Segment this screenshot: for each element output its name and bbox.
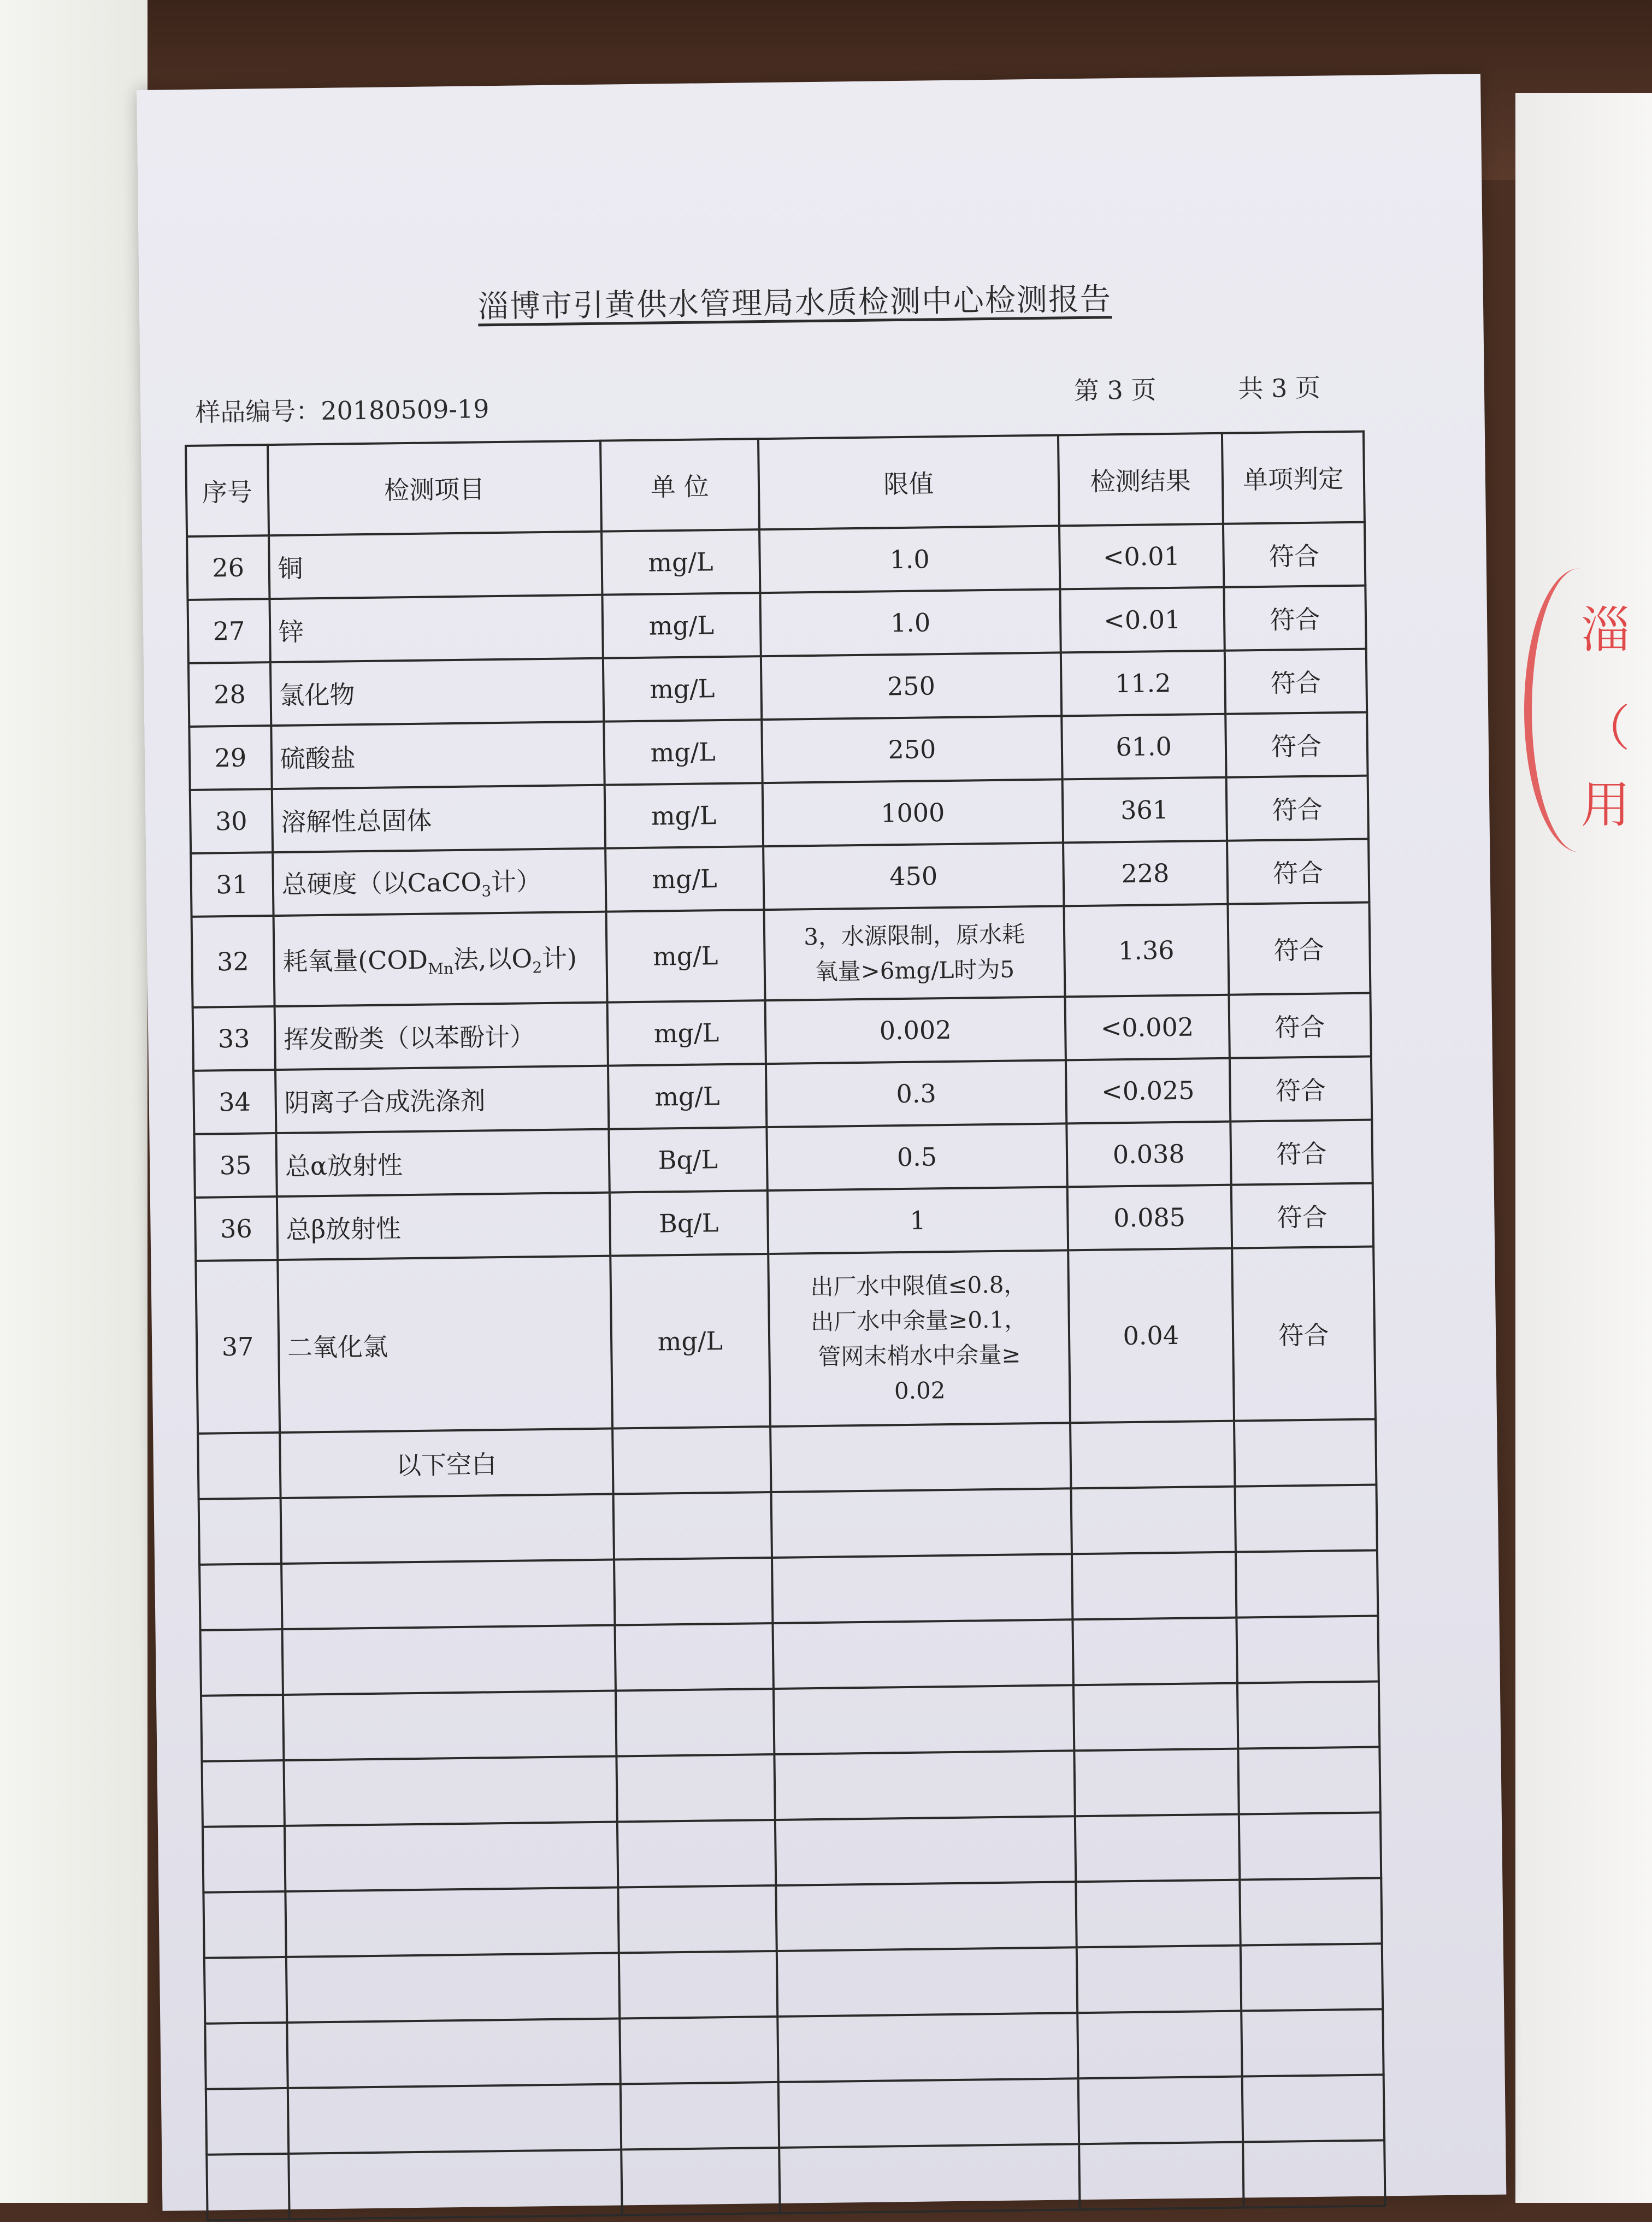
cell-no: 37	[196, 1260, 280, 1434]
page-total: 共 3 页	[1238, 373, 1321, 404]
cell-empty	[287, 2018, 620, 2088]
cell-result: 361	[1063, 777, 1227, 843]
backdrop-right-paper	[1515, 93, 1652, 2203]
cell-empty	[1240, 1943, 1383, 2011]
item-subscript: 3	[481, 882, 492, 901]
cell-empty	[1240, 1878, 1382, 1945]
cell-empty	[283, 1691, 616, 1760]
cell-item: 总α放射性	[276, 1129, 609, 1197]
cell-empty	[199, 1564, 282, 1630]
cell-empty	[285, 1822, 618, 1891]
cell-empty	[616, 1754, 775, 1822]
cell-no: 28	[188, 662, 271, 727]
cell-empty	[1073, 1683, 1238, 1751]
cell-unit: mg/L	[603, 656, 762, 722]
cell-no: 35	[194, 1133, 276, 1198]
cell-empty	[1242, 2074, 1384, 2142]
cell-no: 26	[187, 535, 269, 600]
cell-empty	[770, 1423, 1071, 1492]
cell-empty	[1077, 2011, 1242, 2079]
cell-item: 硫酸盐	[271, 722, 604, 789]
cell-empty	[203, 1826, 285, 1893]
cell-item: 阴离子合成洗涤剂	[275, 1066, 609, 1133]
backdrop-left-paper	[0, 0, 148, 2203]
cell-result: 0.085	[1067, 1185, 1232, 1251]
cell-unit: mg/L	[606, 910, 765, 1003]
limit-line: 管网末梢水中余量≥	[818, 1341, 1021, 1370]
cell-empty	[777, 1947, 1077, 2017]
cell-empty	[286, 1953, 620, 2023]
cell-empty	[280, 1494, 613, 1564]
limit-line: 3，水源限制，原水耗	[803, 921, 1025, 951]
cell-verdict: 符合	[1229, 1057, 1372, 1122]
cell-empty	[1079, 2142, 1243, 2210]
cell-limit: 1	[768, 1187, 1068, 1254]
cell-no: 30	[190, 789, 273, 853]
cell-no: 33	[193, 1006, 275, 1071]
cell-item	[273, 848, 606, 916]
cell-empty	[617, 1820, 776, 1888]
cell-result: 11.2	[1061, 651, 1225, 716]
cell-limit: 0.002	[765, 997, 1066, 1064]
cell-empty	[1235, 1550, 1378, 1617]
header-unit: 单 位	[600, 439, 759, 532]
table-header-row	[186, 432, 1365, 537]
cell-limit	[768, 1250, 1070, 1427]
cell-empty	[1235, 1484, 1377, 1552]
cell-empty	[198, 1433, 280, 1499]
cell-empty	[203, 1891, 286, 1958]
limit-line: 0.02	[894, 1377, 946, 1405]
item-text: 计）	[491, 867, 542, 897]
sample-number	[195, 389, 489, 429]
cell-empty	[778, 2078, 1079, 2148]
cell-unit: mg/L	[605, 846, 764, 912]
blank-note: 以下空白	[280, 1429, 613, 1498]
report-title: 淄博市引黄供水管理局水质检测中心检测报告	[477, 281, 1112, 325]
item-text: 耗氧量(COD	[282, 945, 428, 977]
cell-empty	[614, 1558, 773, 1625]
cell-empty	[1238, 1747, 1380, 1814]
header-limit: 限值	[758, 435, 1059, 529]
cell-empty	[206, 2088, 288, 2155]
cell-empty	[202, 1760, 284, 1827]
cell-empty	[282, 1625, 615, 1695]
cell-empty	[777, 2013, 1078, 2082]
cell-limit: 1000	[763, 779, 1063, 846]
cell-limit: 1.0	[760, 589, 1060, 656]
cell-result: <0.025	[1066, 1058, 1230, 1124]
cell-no: 34	[193, 1070, 276, 1134]
cell-item	[273, 912, 607, 1006]
cell-empty	[618, 1951, 777, 2019]
cell-result: 1.36	[1064, 904, 1229, 997]
cell-empty	[620, 2082, 779, 2150]
limit-line: 出厂水中余量≥0.1，	[810, 1306, 1028, 1336]
report-page	[137, 74, 1506, 2211]
cell-limit: 0.3	[766, 1060, 1066, 1127]
table-row	[192, 903, 1371, 1007]
cell-empty	[774, 1751, 1075, 1820]
cell-empty	[284, 1757, 617, 1826]
cell-empty	[1236, 1616, 1379, 1683]
cell-empty	[204, 1957, 287, 2024]
cell-empty	[1076, 1880, 1240, 1948]
cell-empty	[285, 1888, 618, 1957]
cell-empty	[1071, 1487, 1235, 1554]
item-subscript: 2	[532, 958, 542, 977]
cell-empty	[620, 2017, 778, 2084]
cell-verdict: 符合	[1228, 903, 1370, 995]
cell-empty	[1234, 1419, 1377, 1487]
cell-item: 铜	[269, 532, 602, 599]
stamp-char-1: 淄	[1581, 602, 1630, 659]
cell-unit: mg/L	[604, 783, 763, 848]
cell-verdict: 符合	[1227, 839, 1370, 904]
cell-empty	[774, 1685, 1074, 1754]
cell-item: 总β放射性	[277, 1193, 610, 1260]
cell-unit: mg/L	[601, 529, 760, 595]
cell-result: <0.002	[1065, 995, 1229, 1060]
cell-limit: 0.5	[766, 1123, 1067, 1190]
cell-item: 二氧化氯	[278, 1256, 612, 1433]
cell-verdict: 符合	[1224, 586, 1366, 651]
cell-unit: Bq/L	[609, 1127, 768, 1193]
stamp-char-2: （	[1581, 700, 1630, 757]
header-item: 检测项目	[268, 441, 601, 535]
limit-line: 氧量>6mg/L时为5	[815, 956, 1015, 985]
cell-empty	[281, 1560, 615, 1629]
cell-empty	[1078, 2077, 1243, 2144]
cell-unit: Bq/L	[609, 1190, 768, 1256]
header-no: 序号	[186, 445, 269, 537]
cell-no: 29	[189, 726, 272, 790]
cell-no: 36	[195, 1197, 278, 1261]
cell-empty	[776, 1882, 1076, 1951]
cell-unit: mg/L	[607, 1064, 766, 1129]
cell-item: 氯化物	[270, 658, 604, 726]
cell-no: 32	[192, 916, 275, 1007]
item-text: 总硬度（以CaCO	[281, 867, 482, 900]
cell-item: 溶解性总固体	[272, 785, 605, 852]
cell-empty	[1072, 1618, 1237, 1685]
sample-value: 20180509-19	[320, 394, 489, 426]
cell-limit: 1.0	[759, 526, 1060, 593]
cell-empty	[205, 2023, 287, 2089]
cell-empty	[199, 1498, 281, 1565]
cell-empty	[771, 1488, 1072, 1558]
header-verdict: 单项判定	[1222, 432, 1364, 524]
cell-empty	[288, 2084, 621, 2153]
cell-empty	[615, 1623, 774, 1691]
cell-verdict: 符合	[1225, 712, 1368, 777]
cell-empty	[288, 2149, 622, 2219]
cell-empty	[775, 1816, 1076, 1885]
stamp-char-3: 用	[1581, 776, 1630, 834]
cell-item: 挥发酚类（以苯酚计）	[274, 1003, 607, 1070]
cell-limit: 250	[762, 716, 1062, 783]
page-indicator	[1073, 368, 1320, 408]
cell-empty	[613, 1492, 772, 1560]
sample-label: 样品编号：	[194, 396, 321, 427]
table-row-empty	[206, 2140, 1385, 2220]
cell-empty	[621, 2148, 780, 2215]
item-text: 计)	[541, 943, 577, 974]
cell-unit: mg/L	[607, 1000, 766, 1066]
cell-empty	[1238, 1812, 1381, 1879]
cell-unit: mg/L	[602, 593, 761, 658]
cell-empty	[615, 1689, 774, 1757]
results-table	[185, 431, 1386, 2221]
cell-empty	[1072, 1552, 1236, 1620]
cell-limit	[764, 906, 1065, 1000]
header-result: 检测结果	[1058, 433, 1223, 526]
cell-result: 228	[1063, 841, 1228, 906]
cell-result: 61.0	[1061, 714, 1226, 780]
cell-empty	[1241, 2009, 1384, 2076]
cell-verdict: 符合	[1231, 1183, 1373, 1248]
cell-empty	[201, 1695, 284, 1761]
cell-verdict: 符合	[1232, 1247, 1376, 1421]
cell-empty	[612, 1427, 771, 1494]
cell-empty	[1075, 1814, 1240, 1882]
cell-limit: 450	[763, 842, 1064, 910]
limit-line: 出厂水中限值≤0.8，	[810, 1271, 1027, 1301]
cell-empty	[200, 1629, 283, 1696]
cell-verdict: 符合	[1223, 522, 1366, 587]
cell-unit: mg/L	[604, 720, 763, 785]
page-current: 第 3 页	[1073, 375, 1157, 406]
item-text: 法,以O	[453, 944, 533, 975]
cell-verdict: 符合	[1226, 776, 1368, 841]
cell-result: 0.04	[1068, 1248, 1234, 1423]
item-subscript: Mn	[428, 959, 454, 979]
cell-no: 27	[187, 599, 270, 663]
cell-result: <0.01	[1060, 587, 1224, 653]
cell-limit: 250	[761, 652, 1061, 720]
cell-empty	[1077, 1946, 1241, 2013]
cell-verdict: 符合	[1230, 1120, 1373, 1185]
cell-empty	[206, 2154, 289, 2220]
cell-result: <0.01	[1059, 524, 1224, 590]
cell-item: 锌	[269, 595, 603, 662]
cell-empty	[1237, 1681, 1379, 1748]
cell-empty	[618, 1885, 777, 1953]
cell-no: 31	[191, 852, 273, 917]
cell-empty	[1070, 1421, 1235, 1489]
cell-empty	[1074, 1749, 1238, 1817]
cell-unit: mg/L	[610, 1254, 770, 1429]
cell-empty	[772, 1619, 1073, 1689]
cell-verdict: 符合	[1224, 649, 1367, 714]
cell-result: 0.038	[1066, 1122, 1231, 1187]
cell-empty	[1243, 2140, 1385, 2207]
cell-verdict: 符合	[1229, 993, 1371, 1058]
cell-empty	[772, 1554, 1072, 1623]
table-row	[196, 1247, 1376, 1434]
